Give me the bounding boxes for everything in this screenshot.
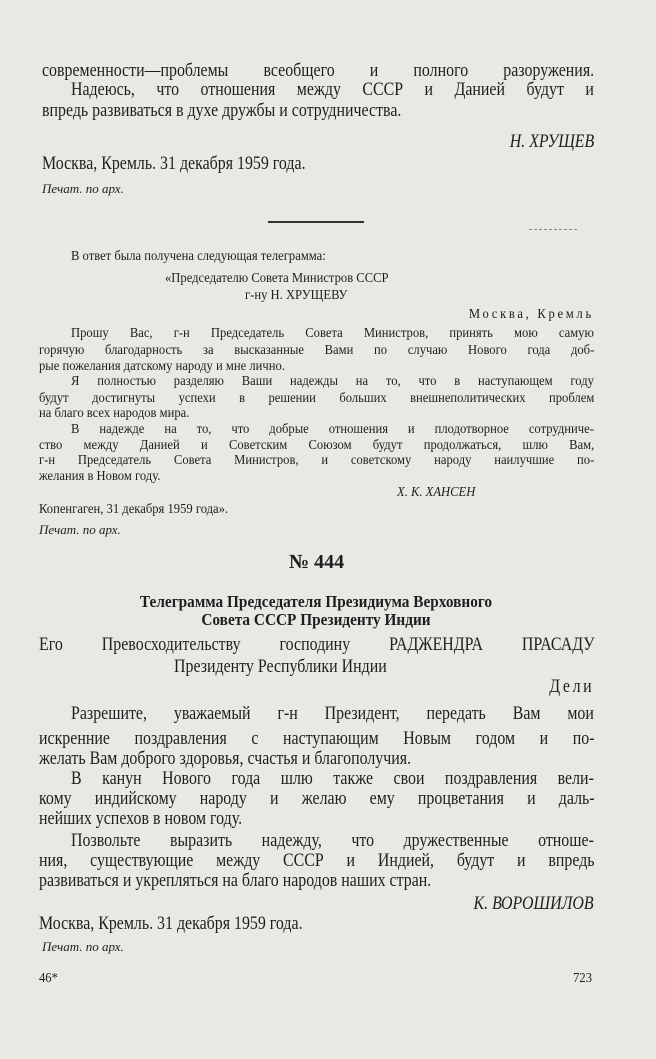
body-line: Надеюсь, что отношения между СССР и Данией будут и — [71, 80, 594, 100]
document-title: Совета СССР Президенту Индии — [201, 610, 431, 629]
signature: Н. ХРУЩЕВ — [509, 132, 594, 152]
signature: К. ВОРОШИЛОВ — [473, 894, 594, 914]
body-line: искренние поздравления с наступающим Новым годом и по- — [39, 729, 595, 749]
signature: Х. К. ХАНСЕН — [397, 485, 476, 500]
signature-mark: 46* — [39, 971, 58, 986]
address-line: «Председателю Совета Министров СССР — [165, 271, 389, 286]
body-line: г-н Председатель Совета Министров, и советскому народу наилучшие по- — [39, 453, 595, 468]
address-line: г-ну Н. ХРУЩЕВУ — [245, 288, 348, 303]
address-line: Президенту Республики Индии — [174, 657, 387, 677]
place-date: Копенгаген, 31 декабря 1959 года». — [39, 502, 229, 517]
body-line: желания в Новом году. — [39, 469, 161, 484]
body-line: Позвольте выразить надежду, что дружественные отноше- — [71, 831, 594, 851]
page-number: 723 — [573, 971, 592, 986]
body-line: ния, существующие между СССР и Индией, будут и впредь — [39, 851, 595, 871]
document-number: № 444 — [289, 551, 345, 573]
body-line: Я полностью разделяю Ваши надежды на то, что в наступающем году — [71, 374, 594, 389]
body-line: будут достигнуты успехи в решении больших внешнеполитических проблем — [39, 391, 595, 406]
body-line: желать Вам доброго здоровья, счастья и благополучия. — [39, 749, 412, 769]
place-date: Москва, Кремль. 31 декабря 1959 года. — [39, 914, 303, 934]
body-line: впредь развиваться в духе дружбы и сотрудничества. — [42, 101, 402, 121]
body-line: В надежде на то, что добрые отношения и плодотворное сотрудниче- — [71, 422, 594, 437]
print-artifact — [529, 229, 577, 230]
body-line: Прошу Вас, г-н Председатель Совета Министров, принять мою самую — [71, 326, 594, 341]
address-line: Его Превосходительству господину РАДЖЕНДРА ПРАСАДУ — [39, 635, 595, 655]
section-divider — [268, 221, 364, 223]
body-line: нейших успехов в новом году. — [39, 809, 243, 829]
body-line: горячую благодарность за высказанные Вами по случаю Нового года доб- — [39, 343, 595, 358]
reply-intro: В ответ была получена следующая телеграмма: — [71, 249, 326, 264]
location: Дели — [549, 677, 594, 697]
body-line: развиваться и укрепляться на благо народов наших стран. — [39, 871, 432, 891]
source-note: Печат. по арх. — [42, 181, 124, 196]
source-note: Печат. по арх. — [42, 939, 124, 954]
body-line: на благо всех народов мира. — [39, 406, 190, 421]
body-line: В канун Нового года шлю также свои поздравления вели- — [71, 769, 594, 789]
source-note: Печат. по арх. — [39, 522, 121, 537]
body-line: ство между Данией и Советским Союзом будут продолжаться, шлю Вам, — [39, 438, 595, 453]
body-line: кому индийскому народу и желаю ему процветания и даль- — [39, 789, 595, 809]
body-line: рые пожелания датскому народу и мне лично. — [39, 359, 285, 374]
place-date: Москва, Кремль. 31 декабря 1959 года. — [42, 154, 306, 174]
body-line: современности—проблемы всеобщего и полного разоружения. — [42, 61, 595, 81]
location: Москва, Кремль — [468, 307, 594, 322]
body-line: Разрешите, уважаемый г-н Президент, передать Вам мои — [71, 704, 594, 724]
document-title: Телеграмма Председателя Президиума Верховного — [139, 592, 493, 611]
